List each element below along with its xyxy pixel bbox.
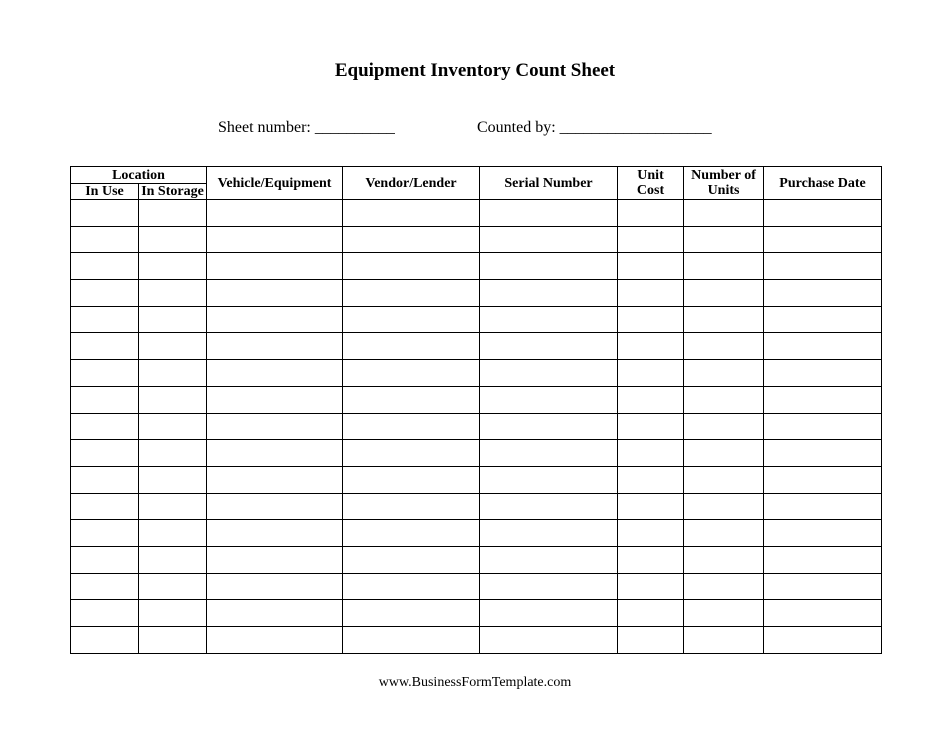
table-cell[interactable]	[480, 413, 618, 440]
table-cell[interactable]	[71, 440, 139, 467]
table-row	[71, 466, 882, 493]
table-cell[interactable]	[618, 520, 684, 547]
table-cell[interactable]	[684, 546, 764, 573]
table-cell[interactable]	[71, 200, 139, 227]
sheet-number-field	[218, 119, 395, 137]
table-cell[interactable]	[480, 333, 618, 360]
table-cell[interactable]	[71, 226, 139, 253]
table-row	[71, 360, 882, 387]
table-cell[interactable]	[71, 600, 139, 627]
table-cell[interactable]	[139, 226, 207, 253]
table-cell[interactable]	[207, 493, 343, 520]
counted-by-field	[477, 119, 712, 137]
table-cell[interactable]	[618, 200, 684, 227]
table-row	[71, 280, 882, 307]
table-cell[interactable]	[480, 546, 618, 573]
table-cell[interactable]	[207, 600, 343, 627]
table-cell[interactable]	[684, 386, 764, 413]
inventory-table	[70, 166, 882, 654]
table-body	[71, 200, 882, 654]
table-cell[interactable]	[343, 546, 480, 573]
table-cell[interactable]	[343, 440, 480, 467]
table-cell[interactable]	[207, 520, 343, 547]
table-cell[interactable]	[684, 333, 764, 360]
table-cell[interactable]	[207, 200, 343, 227]
table-cell[interactable]	[139, 200, 207, 227]
table-cell[interactable]	[764, 546, 882, 573]
table-cell[interactable]	[764, 253, 882, 280]
table-cell[interactable]	[480, 466, 618, 493]
table-cell[interactable]	[480, 306, 618, 333]
table-row	[71, 200, 882, 227]
table-cell[interactable]	[71, 466, 139, 493]
table-cell[interactable]	[764, 413, 882, 440]
table-cell[interactable]	[139, 333, 207, 360]
table-cell[interactable]	[480, 493, 618, 520]
counted-by-label: Counted by:	[477, 119, 556, 136]
table-cell[interactable]	[480, 440, 618, 467]
table-cell[interactable]	[207, 440, 343, 467]
table-cell[interactable]	[618, 466, 684, 493]
table-cell[interactable]	[343, 200, 480, 227]
table-cell[interactable]	[343, 627, 480, 654]
table-cell[interactable]	[71, 253, 139, 280]
table-cell[interactable]	[684, 360, 764, 387]
table-cell[interactable]	[764, 360, 882, 387]
table-cell[interactable]	[480, 200, 618, 227]
column-header-purchase-date: Purchase Date	[764, 167, 882, 200]
table-cell[interactable]	[343, 573, 480, 600]
table-cell[interactable]	[71, 280, 139, 307]
table-cell[interactable]	[480, 280, 618, 307]
table-cell[interactable]	[764, 280, 882, 307]
table-cell[interactable]	[684, 413, 764, 440]
table-cell[interactable]	[71, 520, 139, 547]
table-cell[interactable]	[71, 573, 139, 600]
location-header: Location	[71, 167, 207, 184]
table-cell[interactable]	[618, 440, 684, 467]
table-cell[interactable]	[139, 386, 207, 413]
table-cell[interactable]	[764, 333, 882, 360]
table-cell[interactable]	[764, 466, 882, 493]
table-cell[interactable]	[71, 360, 139, 387]
location-sub-header-in-storage: In Storage	[139, 184, 207, 200]
table-cell[interactable]	[618, 386, 684, 413]
table-cell[interactable]	[139, 306, 207, 333]
table-cell[interactable]	[480, 253, 618, 280]
table-cell[interactable]	[618, 360, 684, 387]
table-row	[71, 600, 882, 627]
counted-by-blank[interactable]: ___________________	[559, 119, 712, 136]
table-cell[interactable]	[618, 226, 684, 253]
page-title: Equipment Inventory Count Sheet	[334, 60, 616, 81]
table-cell[interactable]	[343, 520, 480, 547]
table-cell[interactable]	[764, 573, 882, 600]
table-row	[71, 440, 882, 467]
table-cell[interactable]	[684, 627, 764, 654]
table-cell[interactable]	[139, 466, 207, 493]
table-cell[interactable]	[764, 520, 882, 547]
table-row	[71, 333, 882, 360]
table-cell[interactable]	[684, 600, 764, 627]
table-cell[interactable]	[764, 440, 882, 467]
sheet-number-label: Sheet number:	[218, 119, 311, 136]
table-cell[interactable]	[139, 280, 207, 307]
table-cell[interactable]	[71, 333, 139, 360]
table-cell[interactable]	[207, 466, 343, 493]
table-cell[interactable]	[343, 306, 480, 333]
table-cell[interactable]	[139, 253, 207, 280]
table-cell[interactable]	[684, 280, 764, 307]
table-cell[interactable]	[139, 573, 207, 600]
table-cell[interactable]	[343, 600, 480, 627]
table-cell[interactable]	[343, 360, 480, 387]
table-cell[interactable]	[480, 360, 618, 387]
table-cell[interactable]	[207, 360, 343, 387]
table-cell[interactable]	[207, 573, 343, 600]
table-cell[interactable]	[764, 386, 882, 413]
table-cell[interactable]	[343, 226, 480, 253]
table-cell[interactable]	[207, 226, 343, 253]
column-header-vendor-lender: Vendor/Lender	[343, 167, 480, 200]
table-cell[interactable]	[684, 306, 764, 333]
table-cell[interactable]	[139, 493, 207, 520]
table-cell[interactable]	[618, 280, 684, 307]
table-cell[interactable]	[139, 520, 207, 547]
table-cell[interactable]	[139, 440, 207, 467]
table-row	[71, 386, 882, 413]
table-cell[interactable]	[207, 413, 343, 440]
table-cell[interactable]	[207, 253, 343, 280]
table-cell[interactable]	[139, 627, 207, 654]
table-cell[interactable]	[684, 200, 764, 227]
table-cell[interactable]	[618, 493, 684, 520]
table-cell[interactable]	[684, 573, 764, 600]
table-cell[interactable]	[343, 333, 480, 360]
table-cell[interactable]	[343, 386, 480, 413]
table-cell[interactable]	[71, 627, 139, 654]
table-cell[interactable]	[480, 520, 618, 547]
sheet-number-blank[interactable]: __________	[314, 119, 395, 136]
table-cell[interactable]	[207, 386, 343, 413]
table-cell[interactable]	[480, 226, 618, 253]
table-cell[interactable]	[480, 600, 618, 627]
table-cell[interactable]	[764, 627, 882, 654]
table-cell[interactable]	[343, 280, 480, 307]
table-cell[interactable]	[71, 546, 139, 573]
table-cell[interactable]	[343, 466, 480, 493]
table-cell[interactable]	[618, 413, 684, 440]
table-cell[interactable]	[139, 546, 207, 573]
table-cell[interactable]	[480, 627, 618, 654]
table-row	[71, 306, 882, 333]
table-cell[interactable]	[139, 360, 207, 387]
table-cell[interactable]	[764, 600, 882, 627]
table-cell[interactable]	[618, 253, 684, 280]
table-row	[71, 253, 882, 280]
table-cell[interactable]	[684, 520, 764, 547]
table-row	[71, 573, 882, 600]
table-cell[interactable]	[764, 493, 882, 520]
column-header-unit-cost: Unit Cost	[618, 167, 684, 200]
table-cell[interactable]	[618, 573, 684, 600]
column-header-serial-number: Serial Number	[480, 167, 618, 200]
table-cell[interactable]	[684, 226, 764, 253]
table-cell[interactable]	[139, 600, 207, 627]
table-cell[interactable]	[684, 253, 764, 280]
table-cell[interactable]	[343, 493, 480, 520]
location-sub-header-in-use: In Use	[71, 184, 139, 200]
table-cell[interactable]	[71, 306, 139, 333]
table-cell[interactable]	[480, 573, 618, 600]
table-cell[interactable]	[618, 306, 684, 333]
table-cell[interactable]	[618, 546, 684, 573]
table-cell[interactable]	[618, 333, 684, 360]
table-row	[71, 413, 882, 440]
table-cell[interactable]	[343, 413, 480, 440]
table-cell[interactable]	[684, 493, 764, 520]
table-cell[interactable]	[71, 386, 139, 413]
table-cell[interactable]	[684, 440, 764, 467]
table-cell[interactable]	[343, 253, 480, 280]
table-cell[interactable]	[207, 333, 343, 360]
table-cell[interactable]	[207, 627, 343, 654]
table-cell[interactable]	[684, 466, 764, 493]
table-cell[interactable]	[207, 306, 343, 333]
table-cell[interactable]	[207, 546, 343, 573]
table-cell[interactable]	[207, 280, 343, 307]
table-row	[71, 520, 882, 547]
table-row	[71, 546, 882, 573]
table-cell[interactable]	[764, 306, 882, 333]
table-cell[interactable]	[71, 413, 139, 440]
table-cell[interactable]	[764, 200, 882, 227]
column-header-number-of-units: Number of Units	[684, 167, 764, 200]
table-cell[interactable]	[139, 413, 207, 440]
table-row	[71, 493, 882, 520]
table-row	[71, 226, 882, 253]
table-cell[interactable]	[480, 386, 618, 413]
table-cell[interactable]	[618, 600, 684, 627]
table-row	[71, 627, 882, 654]
table-cell[interactable]	[764, 226, 882, 253]
table-cell[interactable]	[618, 627, 684, 654]
footer-url: www.BusinessFormTemplate.com	[378, 675, 572, 690]
table-cell[interactable]	[71, 493, 139, 520]
column-header-vehicle-equipment: Vehicle/Equipment	[207, 167, 343, 200]
